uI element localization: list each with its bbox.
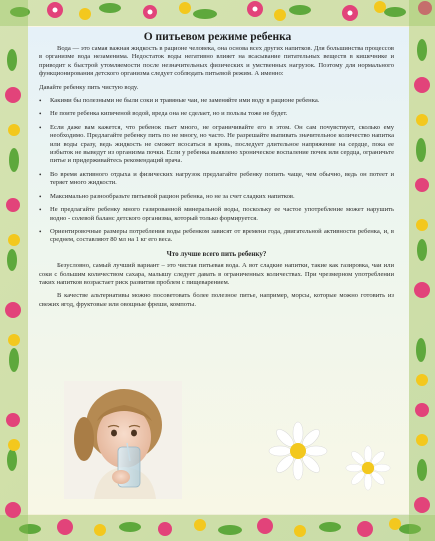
article-body <box>39 45 394 314</box>
paragraph: В качестве альтернативы можно посоветовать более полезное питье, например, морсы, которые можно готовить из свежих ягод, фруктовые или овощные фреши, компоты. <box>39 292 394 308</box>
flower-border-top <box>0 0 435 26</box>
lead-paragraph: Давайте ребенку пить чистую воду. <box>39 83 139 91</box>
bullet-icon: • <box>39 170 42 179</box>
intro-paragraph: Вода — это самая важная жидкость в рационе человека, она основа всех других напитков. Для большинства процессов в организме вода незаменима. Недостаток воды негативно влияет на всасывание питательных веществ в кишечнике и приводит к быстрой утомляемости после незначительных физических и умственных нагрузок. Поэтому для нормального функционирования детского организма следует соблюдать питьевой режим. А именно: <box>39 45 394 78</box>
paragraph: Безусловно, самый лучший вариант – это чистая питьевая вода. А вот сладкие напитки, такие как газировка, чаи или соки с большим количеством сахара, малышу следует давать в ограниченных количествах. При чрезмерном употреблении таких напитков возрастает риск развития проблем с пищеварением. <box>39 262 394 286</box>
document-title: О питьевом режиме ребенка <box>143 31 292 43</box>
daisy-flower <box>268 421 328 481</box>
daisy-flower <box>345 445 391 491</box>
list-item: • Если даже вам кажется, что ребенок пьет много, не ограничивайте его в этом. Он сам почувствует, сколько ему необходимо. Предлагайте ребенку пить по не многу, но часто. Не разрешайте выпивать значительное количество напитка или воды сразу, ведь жидкость не сможет всосаться в кровь, последует длительное напряжение на сердце, пока ее избыток не выведут из организма почки. Если у ребенка выявлено хроническое воспаление почек или сердца, ограничьте питье и придерживайтесь рекомендаций врача. <box>39 123 394 165</box>
list-item: • Во время активного отдыха и физических нагрузок предлагайте ребенку попить чаще, чем обычно, ведь он потеет и теряет много жидкости. <box>39 170 394 187</box>
list-item: • Какими бы полезными не были соки и травяные чаи, не заменяйте ими воду в рационе ребенка. <box>39 97 320 106</box>
bullet-icon: • <box>39 97 42 106</box>
list-item: • Максимально разнообразьте питьевой рацион ребенка, но не за счет сладких напитков. <box>39 192 295 201</box>
flower-border-left <box>0 0 28 541</box>
list-item: • Ориентировочные размеры потребления воды ребенком зависят от времени года, двигательной активности ребенка, и, в среднем, составляют 80 мл на 1 кг его веса. <box>39 227 394 244</box>
list-item: • Не предлагайте ребенку много газированной минеральной воды, поскольку ее частое употребление может нарушить водно - солевой баланс детского организма, который только формируется. <box>39 206 394 222</box>
child-drinking-photo <box>64 381 182 499</box>
bullet-icon: • <box>39 123 42 132</box>
list-item: • Не поите ребенка кипяченой водой, вреда она не сделает, но и пользы тоже не будет. <box>39 110 288 119</box>
flower-border-bottom <box>0 515 435 541</box>
section-subtitle: Что лучше всего пить ребенку? <box>166 249 267 258</box>
bullet-icon: • <box>39 192 42 201</box>
bullet-icon: • <box>39 110 42 119</box>
advice-list <box>39 97 394 245</box>
bullet-icon: • <box>39 206 42 215</box>
bullet-icon: • <box>39 227 42 236</box>
flower-border-right <box>409 0 435 541</box>
